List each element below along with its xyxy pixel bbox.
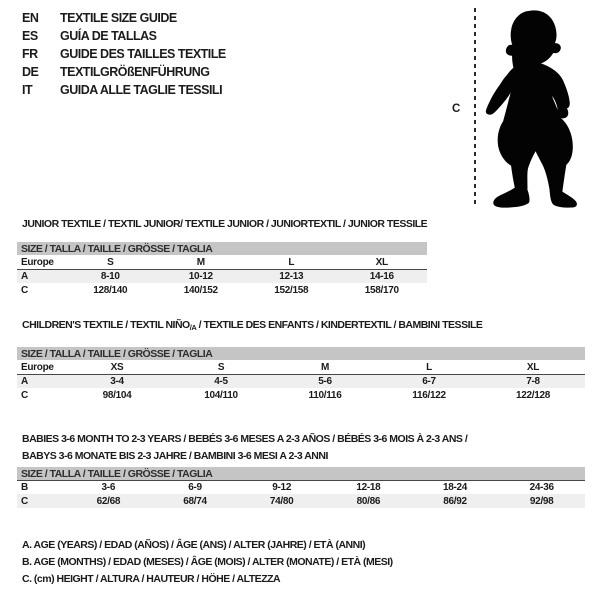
table-row-age-months: [17, 480, 585, 494]
age-cell: 9-12: [272, 482, 292, 493]
lang-row-it: [22, 81, 226, 99]
height-cell: 98/104: [102, 389, 132, 401]
size-cell: L: [288, 256, 295, 268]
footnotes: [22, 537, 393, 588]
lang-label: GUÍA DE TALLAS: [60, 29, 157, 43]
row-label: B: [21, 482, 28, 493]
size-cell: L: [426, 361, 432, 373]
table-row-europe: [17, 255, 427, 269]
size-cell: M: [320, 361, 330, 373]
section-title-junior: JUNIOR TEXTILE / TEXTIL JUNIOR/ TEXTILE JUNIOR / JUNIORTEXTIL / JUNIOR TESSILE: [22, 218, 428, 230]
title-line-2: BABYS 3-6 MONATE BIS 2-3 JAHRE / BAMBINI 3-6 MESI A 2-3 ANNI: [22, 450, 328, 462]
lang-label: GUIDE DES TAILLES TEXTILE: [60, 47, 226, 61]
size-cell: S: [107, 256, 114, 268]
size-cell: XL: [526, 361, 540, 373]
lang-row-en: [22, 9, 226, 27]
size-table-babies: [17, 467, 585, 508]
lang-label: TEXTILGRÖßENFÜHRUNG: [60, 65, 210, 79]
lang-row-es: [22, 27, 226, 45]
title-subscript: /A: [189, 323, 197, 332]
size-header-bar: SIZE / TALLA / TAILLE / GRÖSSE / TAGLIA: [17, 242, 427, 255]
height-cell: 122/128: [515, 389, 551, 401]
age-cell: 3-6: [101, 482, 116, 493]
height-cell: 128/140: [93, 284, 128, 296]
title-part: / TEXTILE DES ENFANTS / KINDERTEXTIL / BAMBINI TESSILE: [196, 319, 483, 331]
age-cell: 6-9: [188, 482, 202, 493]
height-cell: 140/152: [183, 284, 218, 296]
height-cell: 158/170: [364, 284, 399, 296]
section-title-babies: [22, 431, 467, 465]
lang-code: FR: [22, 47, 38, 61]
table-row-height: [17, 283, 427, 297]
footnote-b: B. AGE (MONTHS) / EDAD (MESES) / ÂGE (MOIS) / ALTER (MONATE) / ETÀ (MESI): [22, 556, 393, 568]
size-cell: XL: [375, 256, 388, 268]
height-cell: 68/74: [183, 495, 207, 507]
size-table-children: [17, 347, 585, 402]
section-title-children: [22, 319, 482, 332]
title-line-1: BABIES 3-6 MONTH TO 2-3 YEARS / BEBÉS 3-6 MESES A 2-3 AÑOS / BÉBÉS 3-6 MOIS À 2-3 ANS /: [22, 433, 468, 445]
age-cell: 7-8: [526, 376, 540, 387]
age-cell: 8-10: [100, 271, 120, 282]
lang-label: GUIDA ALLE TAGLIE TESSILI: [60, 83, 223, 97]
table-row-height: [17, 388, 585, 402]
height-cell: 80/86: [356, 495, 381, 507]
height-measure-label: C: [452, 103, 461, 115]
lang-code: DE: [22, 65, 39, 79]
size-header-bar: SIZE / TALLA / TAILLE / GRÖSSE / TAGLIA: [17, 347, 585, 360]
table-row-age: [17, 374, 585, 388]
size-table-junior: [17, 242, 427, 297]
height-cell: 116/122: [412, 389, 446, 401]
lang-code: IT: [22, 83, 33, 97]
age-cell: 12-18: [356, 482, 381, 493]
toddler-silhouette-icon: [479, 1, 599, 214]
size-cell: M: [196, 256, 205, 268]
row-label: A: [21, 376, 28, 387]
lang-code: EN: [22, 11, 39, 25]
row-label: Europe: [21, 361, 54, 373]
height-cell: 62/68: [96, 495, 121, 507]
table-row-height: [17, 494, 585, 508]
row-label: A: [21, 271, 28, 282]
row-label: Europe: [21, 256, 54, 268]
age-cell: 6-7: [422, 376, 436, 387]
height-cell: 74/80: [269, 495, 294, 507]
age-cell: 3-4: [110, 376, 124, 387]
size-cell: S: [217, 361, 225, 373]
height-measure-dashed-line: [474, 8, 476, 206]
height-cell: 110/116: [308, 389, 342, 401]
footnote-a: A. AGE (YEARS) / EDAD (AÑOS) / ÂGE (ANS) / ALTER (JAHRE) / ETÀ (ANNI): [22, 539, 366, 551]
lang-code: ES: [22, 29, 38, 43]
age-cell: 14-16: [369, 271, 394, 282]
height-cell: 86/92: [443, 495, 467, 507]
age-cell: 10-12: [188, 271, 213, 282]
age-cell: 12-13: [279, 271, 304, 282]
language-legend: [22, 9, 226, 99]
table-row-europe: [17, 360, 585, 374]
height-cell: 152/158: [274, 284, 309, 296]
title-part: CHILDREN'S TEXTILE / TEXTIL NIÑO: [22, 319, 190, 331]
lang-row-de: [22, 63, 226, 81]
age-cell: 5-6: [318, 376, 332, 387]
size-cell: XS: [110, 361, 124, 373]
row-label: C: [21, 389, 28, 401]
table-row-age: [17, 269, 427, 283]
age-cell: 4-5: [214, 376, 228, 387]
height-cell: 92/98: [529, 495, 554, 507]
height-cell: 104/110: [204, 389, 238, 401]
row-label: C: [21, 284, 28, 296]
footnote-c: C. (cm) HEIGHT / ALTURA / HAUTEUR / HÖHE / ALTEZZA: [22, 573, 281, 585]
age-cell: 18-24: [442, 482, 468, 493]
lang-row-fr: [22, 45, 226, 63]
row-label: C: [21, 495, 28, 507]
age-cell: 24-36: [529, 482, 554, 493]
lang-label: TEXTILE SIZE GUIDE: [60, 11, 177, 25]
size-header-bar: SIZE / TALLA / TAILLE / GRÖSSE / TAGLIA: [17, 467, 585, 480]
